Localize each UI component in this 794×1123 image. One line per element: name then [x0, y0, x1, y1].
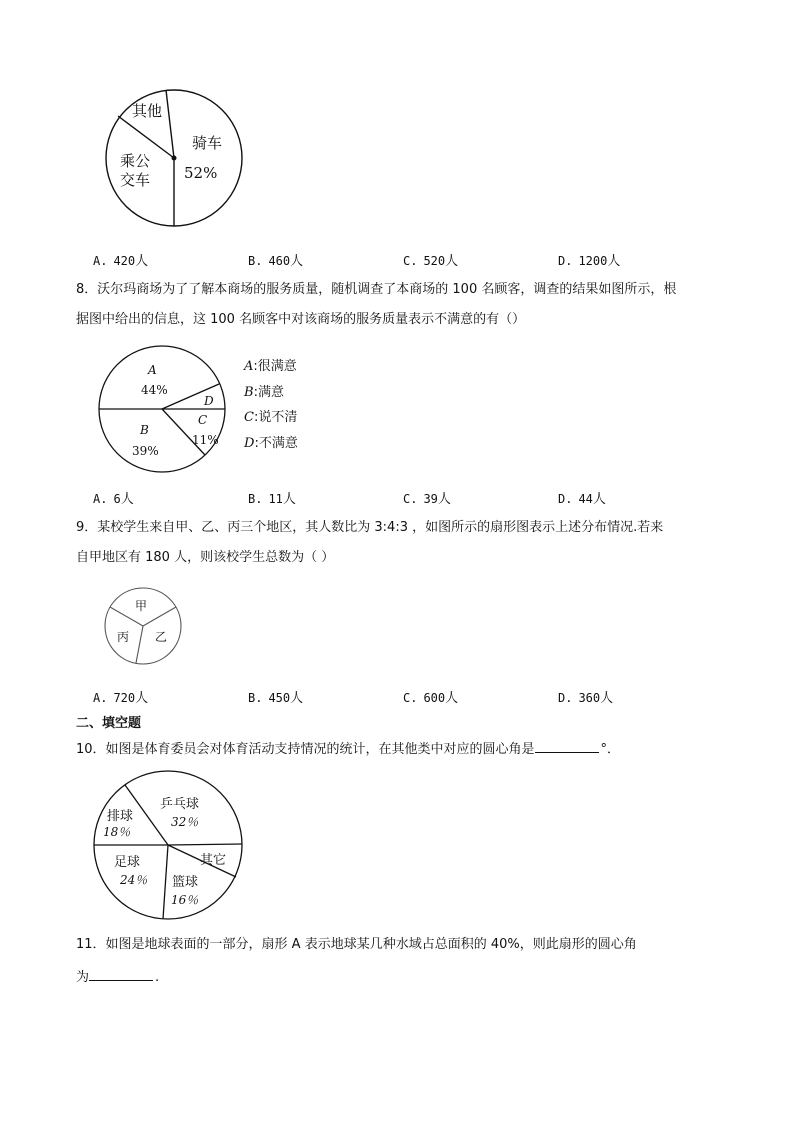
option-value: 450 [268, 691, 291, 705]
legend-text: :很满意 [253, 359, 297, 374]
q8-label-a: A [148, 363, 157, 377]
option-value: 520 [423, 254, 446, 268]
legend-text: :不满意 [254, 435, 298, 451]
option-unit: 人 [607, 254, 621, 269]
option-value: 1200 [578, 254, 608, 268]
q9-question-line1: 9．某校学生来自甲、乙、丙三个地区，其人数比为 3:4:3 ，如图所示的扇形图表示上述分布情况.若来 [76, 520, 664, 535]
option-unit: 人 [445, 691, 459, 706]
q9-label-bing: 丙 [117, 630, 130, 644]
option-letter: C. [403, 492, 418, 506]
option-letter: A. [93, 492, 108, 506]
q10-label-basketball: 篮球 [172, 875, 199, 890]
option-letter: D. [558, 492, 573, 506]
option-letter: B. [248, 254, 263, 268]
option-value: 44 [578, 492, 593, 506]
option-unit: 人 [290, 254, 304, 269]
option-unit: 人 [592, 492, 606, 507]
q8-question-line1: 8．沃尔玛商场为了了解本商场的服务质量，随机调查了本商场的 100 名顾客，调查的结果如图所示，根 [76, 282, 677, 297]
q10-label-pingpong: 乒乓球 [160, 797, 200, 812]
option-value: 39 [423, 492, 438, 506]
q8-label-d: D [204, 394, 214, 408]
option-value: 420 [113, 254, 136, 268]
q11-answer-blank[interactable] [89, 966, 153, 981]
q11-text-before: 为 [76, 970, 90, 985]
q10-label-other: 其它 [200, 853, 227, 868]
option-value: 460 [268, 254, 291, 268]
option-value: 11 [268, 492, 283, 506]
q7-label-bus-line1: 乘公 [120, 152, 151, 170]
q10-label-pingpong-pct: 32％ [171, 815, 199, 829]
legend-key: D [244, 435, 255, 451]
q10-text-after: °． [600, 742, 621, 757]
q10-label-volleyball: 排球 [107, 809, 134, 824]
q8-label-c-pct: 11% [192, 433, 219, 447]
option-letter: A. [93, 254, 108, 268]
option-value: 600 [423, 691, 446, 705]
option-letter: B. [248, 691, 263, 705]
q7-label-bike: 骑车 [192, 134, 223, 152]
legend-key: A [244, 359, 254, 374]
q8-label-b-pct: 39% [132, 444, 159, 458]
option-unit: 人 [437, 492, 451, 507]
q9-question-line2: 自甲地区有 180 人，则该校学生总数为（ ） [76, 550, 335, 565]
legend-text: :满意 [253, 384, 284, 400]
q8-label-b: B [140, 423, 149, 437]
q10-label-football: 足球 [114, 855, 141, 870]
legend-key: B [244, 384, 254, 400]
option-unit: 人 [135, 254, 149, 269]
option-unit: 人 [600, 691, 614, 706]
q8-label-a-pct: 44% [141, 383, 168, 397]
q9-label-yi: 乙 [155, 630, 168, 644]
q9-label-jia: 甲 [135, 599, 148, 613]
option-unit: 人 [445, 254, 459, 269]
option-unit: 人 [120, 492, 134, 507]
option-letter: D. [558, 691, 573, 705]
q11-question-line1: 11．如图是地球表面的一部分，扇形 A 表示地球某几种水域占总面积的 40%，则此扇形的圆心角 [76, 937, 637, 952]
section-heading: 二、填空题 [76, 716, 142, 731]
q7-label-bike-pct: 52% [184, 164, 218, 182]
q10-label-football-pct: 24％ [120, 873, 148, 887]
q11-question-line2 [76, 966, 159, 988]
option-unit: 人 [135, 691, 149, 706]
q10-text-before: 10．如图是体育委员会对体育活动支持情况的统计，在其他类中对应的圆心角是 [76, 742, 535, 757]
option-letter: B. [248, 492, 263, 506]
option-letter: D. [558, 254, 573, 268]
option-value: 6 [113, 492, 121, 506]
q10-label-volleyball-pct: 18％ [103, 825, 131, 839]
legend-text: :说不清 [253, 410, 298, 425]
option-unit: 人 [290, 691, 304, 706]
option-value: 720 [113, 691, 136, 705]
q7-label-other: 其他 [132, 102, 163, 120]
q11-text-after: . [155, 970, 160, 985]
legend-key: C [244, 410, 254, 425]
q10-label-basketball-pct: 16％ [171, 893, 199, 907]
q7-label-bus-line2: 交车 [120, 171, 151, 189]
option-value: 360 [578, 691, 601, 705]
option-letter: A. [93, 691, 108, 705]
option-letter: C. [403, 691, 418, 705]
option-unit: 人 [282, 492, 296, 507]
q8-question-line2: 据图中给出的信息，这 100 名顾客中对该商场的服务质量表示不满意的有（） [76, 312, 526, 327]
q8-label-c: C [198, 413, 208, 427]
option-letter: C. [403, 254, 418, 268]
